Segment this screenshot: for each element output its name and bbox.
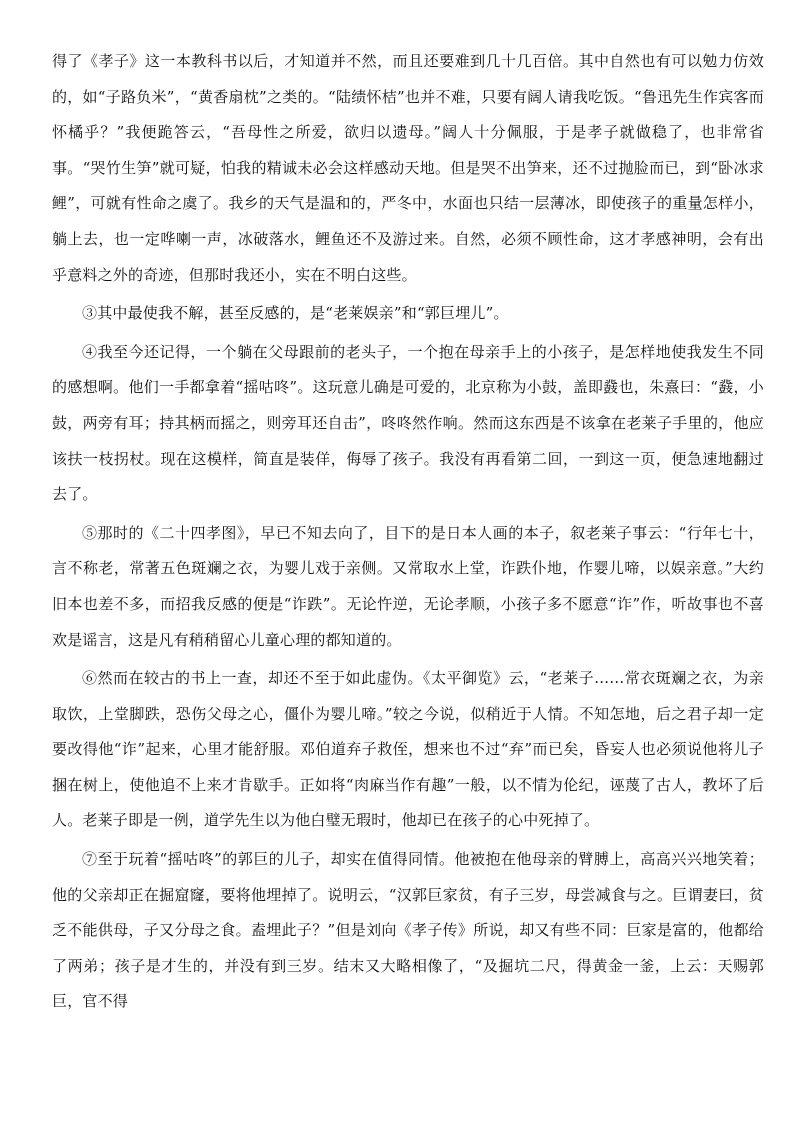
paragraph-6: ⑥然而在较古的书上一查，却还不至于如此虚伪。《太平御览》云，“老莱子……常衣斑斓之衣，为亲取饮，上堂脚跌，恐伤父母之心，僵仆为婴儿啼。”较之今说，似稍近于人情。不知怎地，后之君子却一定要改得他“诈”起来，心里才能舒服。邓伯道弃子救侄，想来也不过“弃”而已矣，昏妄人也必须说他将儿子捆在树上，使他追不上来才肯歇手。正如将“肉麻当作有趣”一般，以不情为伦纪，诬蔑了古人，教坏了后人。老莱子即是一例，道学先生以为他白璧无瑕时，他却已在孩子的心中死掉了。 (52, 669, 764, 830)
paragraph-3: ③其中最使我不解，甚至反感的，是“老莱娱亲”和“郭巨埋儿”。 (82, 304, 509, 323)
paragraph-4: ④我至今还记得，一个躺在父母跟前的老头子，一个抱在母亲手上的小孩子，是怎样地使我发生不同的感想啊。他们一手都拿着“摇咕咚”。这玩意儿确是可爱的，北京称为小鼓，盖即鼗也，朱熹曰：“鼗，小鼓，两旁有耳；持其柄而摇之，则旁耳还自击”，咚咚然作响。然而这东西是不该拿在老莱子手里的，他应该扶一枝拐杖。现在这模样，简直是装佯，侮辱了孩子。我没有再看第二回，一到这一页，便急速地翻过去了。 (52, 342, 764, 504)
paragraph-7: ⑦至于玩着“摇咕咚”的郭巨的儿子，却实在值得同情。他被抱在他母亲的臂膊上，高高兴兴地笑着；他的父亲却正在掘窟窿，要将他埋掉了。说明云，“汉郭巨家贫，有子三岁，母尝减食与之。巨谓妻曰，贫乏不能供母，子又分母之食。盍埋此子？”但是刘向《孝子传》所说，却又有些不同：巨家是富的，他都给了两弟；孩子是才生的，并没有到三岁。结末又大略相像了，“及掘坑二尺，得黄金一釜，上云：天赐郭巨，官不得 (52, 850, 764, 1011)
paragraph-5: ⑤那时的《二十四孝图》，早已不知去向了，目下的是日本人画的本子，叙老莱子事云：“行年七十，言不称老，常著五色斑斓之衣，为婴儿戏于亲侧。又常取水上堂，诈跌仆地，作婴儿啼，以娱亲意。”大约旧本也差不多，而招我反感的便是“诈跌”。无论忤逆，无论孝顺，小孩子多不愿意“诈”作，听故事也不喜欢是谣言，这是凡有稍稍留心儿童心理的都知道的。 (52, 523, 764, 649)
paragraph-continuation: 得了《孝子》这一本教科书以后，才知道并不然，而且还要难到几十几百倍。其中自然也有可以勉力仿效的，如“子路负米”，“黄香扇枕”之类的。“陆绩怀桔”也并不难，只要有阔人请我吃饭。“鲁迅先生作宾客而怀橘乎？”我便跪答云，“吾母性之所爱，欲归以遗母。”阔人十分佩服，于是孝子就做稳了，也非常省事。“哭竹生笋”就可疑，怕我的精诚未必会这样感动天地。但是哭不出笋来，还不过抛脸而已，到“卧冰求鲤”，可就有性命之虞了。我乡的天气是温和的，严冬中，水面也只结一层薄冰，即使孩子的重量怎样小，躺上去，也一定哗喇一声，冰破落水，鲤鱼还不及游过来。自然，必须不顾性命，这才孝感神明，会有出乎意料之外的奇迹，但那时我还小，实在不明白这些。 (52, 52, 764, 284)
document-body (52, 44, 764, 1023)
